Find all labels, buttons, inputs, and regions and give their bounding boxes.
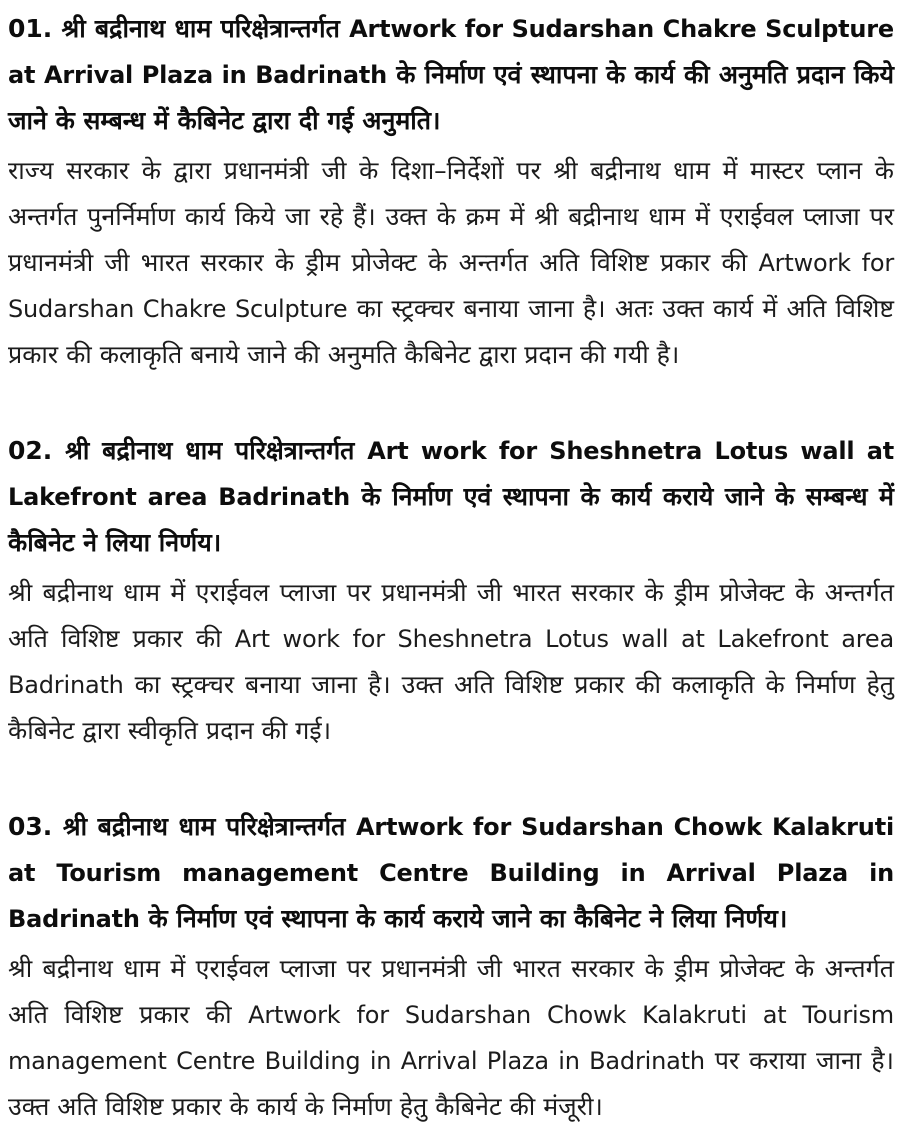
section-02	[8, 428, 894, 754]
section-01-body-hindi-lead: राज्य सरकार के द्वारा प्रधानमंत्री जी के दिशा–निर्देशों पर श्री बद्रीनाथ धाम में मास्टर प्लान के अन्तर्गत पुनर्निर्माण कार्य किये जा रहे हैं। उक्त के क्रम में श्री बद्रीनाथ धाम में एराईवल प्लाजा पर प्रधानमंत्री जी भारत सरकार के ड्रीम प्रोजेक्ट के अन्तर्गत अति विशिष्ट प्रकार की	[8, 156, 894, 277]
section-03-body-hindi-tail: पर कराया जाना है। उक्त अति विशिष्ट प्रकार के कार्य के निर्माण हेतु कैबिनेट की मंजूरी।	[8, 1046, 894, 1121]
section-02-paragraph	[8, 570, 894, 754]
section-03-body-english-title: Artwork for Sudarshan Chowk Kalakruti at Tourism management Centre Building in Arrival Plaza in Badrinath	[8, 1001, 894, 1075]
section-02-heading	[8, 428, 894, 566]
section-03	[8, 804, 894, 1130]
section-01-heading-english-title: Artwork for Sudarshan Chakre Sculpture at Arrival Plaza in Badrinath	[8, 15, 894, 89]
section-01-heading-hindi-tail: के निर्माण एवं स्थापना के कार्य की अनुमति प्रदान किये जाने के सम्बन्ध में कैबिनेट द्वारा दी गई अनुमति।	[8, 60, 895, 135]
section-01-heading	[8, 6, 894, 144]
section-03-heading-hindi-tail: के निर्माण एवं स्थापना के कार्य कराये जाने का कैबिनेट ने लिया निर्णय।	[139, 904, 788, 933]
section-03-heading-hindi-lead: 03. श्री बद्रीनाथ धाम परिक्षेत्रान्तर्गत	[8, 812, 356, 841]
section-02-body-hindi-lead: श्री बद्रीनाथ धाम में एराईवल प्लाजा पर प्रधानमंत्री जी भारत सरकार के ड्रीम प्रोजेक्ट के अन्तर्गत अति विशिष्ट प्रकार की	[8, 578, 894, 653]
section-03-heading	[8, 804, 894, 942]
section-02-heading-hindi-lead: 02. श्री बद्रीनाथ धाम परिक्षेत्रान्तर्गत	[8, 436, 368, 465]
section-01-heading-hindi-lead: 01. श्री बद्रीनाथ धाम परिक्षेत्रान्तर्गत	[8, 14, 350, 43]
section-01-body-english-title: Artwork for Sudarshan Chakre Sculpture	[8, 249, 895, 323]
section-03-body-hindi-lead: श्री बद्रीनाथ धाम में एराईवल प्लाजा पर प्रधानमंत्री जी भारत सरकार के ड्रीम प्रोजेक्ट के अन्तर्गत अति विशिष्ट प्रकार की	[8, 954, 894, 1029]
section-01-body-hindi-tail: का स्ट्रक्चर बनाया जाना है। अतः उक्त कार्य में अति विशिष्ट प्रकार की कलाकृति बनाये जाने की अनुमति कैबिनेट द्वारा प्रदान की गयी है।	[8, 294, 894, 369]
section-01	[8, 6, 894, 378]
section-02-heading-hindi-tail: के निर्माण एवं स्थापना के कार्य कराये जाने के सम्बन्ध में कैबिनेट ने लिया निर्णय।	[8, 482, 894, 557]
section-03-heading-english-title: Artwork for Sudarshan Chowk Kalakruti at Tourism management Centre Building in Arrival Plaza in Badrinath	[8, 813, 894, 933]
section-03-paragraph	[8, 946, 894, 1130]
section-02-body-hindi-tail: का स्ट्रक्चर बनाया जाना है। उक्त अति विशिष्ट प्रकार की कलाकृति के निर्माण हेतु कैबिनेट द्वारा स्वीकृति प्रदान की गई।	[8, 670, 894, 745]
section-02-body-english-title: Art work for Sheshnetra Lotus wall at Lakefront area Badrinath	[8, 625, 894, 699]
section-02-heading-english-title: Art work for Sheshnetra Lotus wall at Lakefront area Badrinath	[8, 437, 894, 511]
section-01-paragraph	[8, 148, 894, 378]
